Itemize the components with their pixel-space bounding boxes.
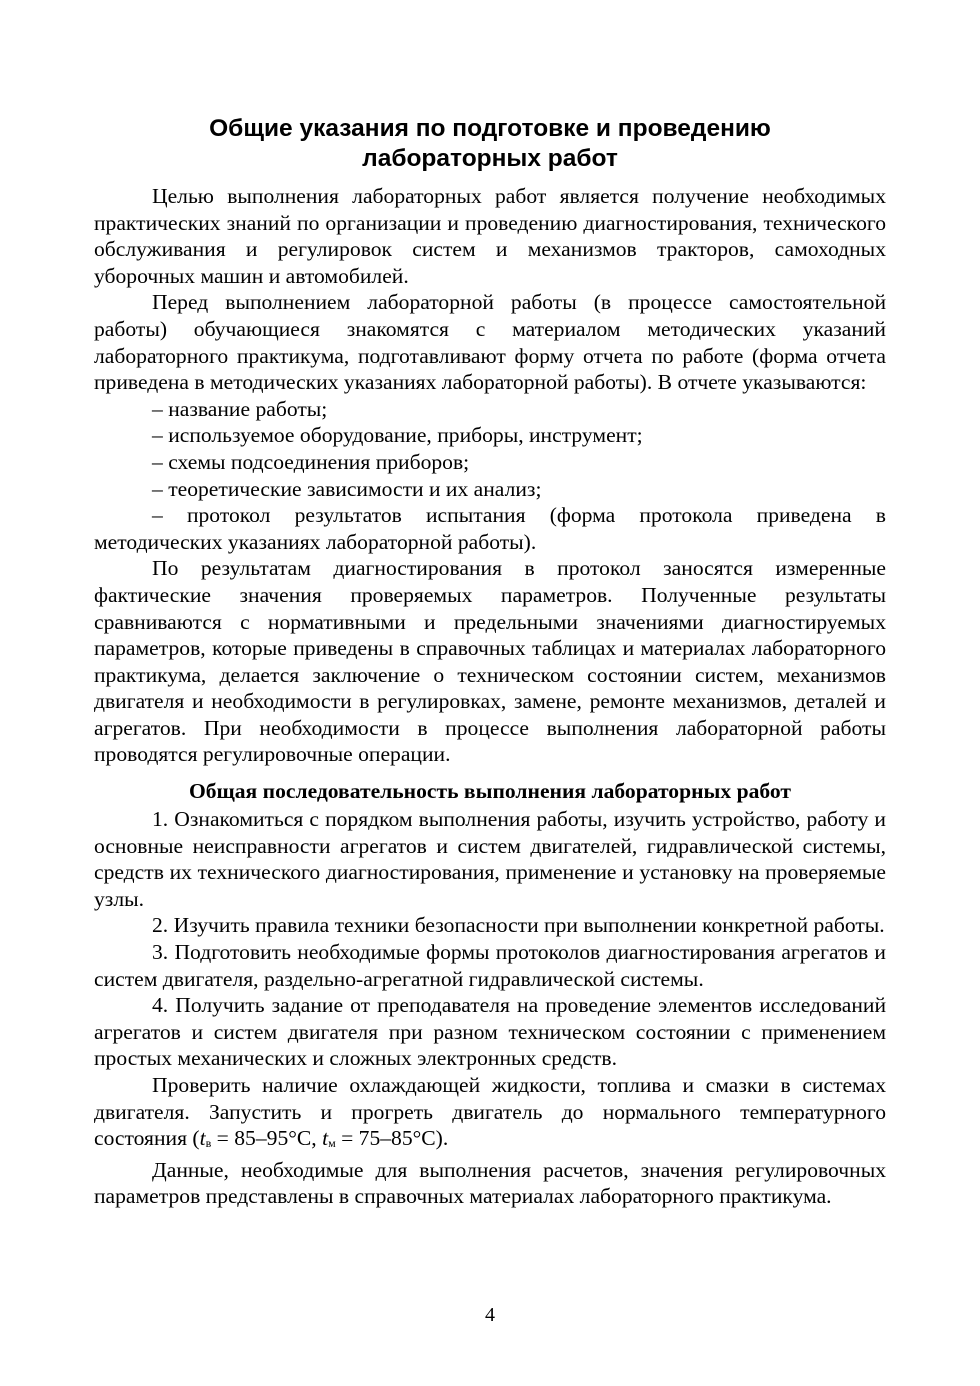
- temp-subscript-m: м: [328, 1136, 336, 1151]
- page-number: 4: [485, 1304, 495, 1326]
- list-item: – используемое оборудование, приборы, инструмент;: [152, 423, 643, 448]
- temp-subscript-v: в: [205, 1136, 212, 1151]
- document-body: [94, 183, 886, 1210]
- list-item: – теоретические зависимости и их анализ;: [152, 476, 542, 501]
- section-heading: Общая последовательность выполнения лабораторных работ: [188, 779, 792, 804]
- list-item: – протокол результатов испытания (форма протокола приведена в методических указаниях лабораторной работы).: [94, 503, 886, 554]
- temp-range-v: = 85–95°C,: [211, 1126, 323, 1151]
- page-title: [94, 114, 886, 174]
- check-text: Проверить наличие охлаждающей жидкости, топлива и смазки в системах двигателя. Запустить и прогреть двигатель до нормального температурного состояния (: [94, 1073, 886, 1151]
- paragraph-purpose: Целью выполнения лабораторных работ является получение необходимых практических знаний по организации и проведению диагностирования, технического обслуживания и регулировок систем и механизмов тракторов, самоходных уборочных машин и автомобилей.: [94, 184, 886, 288]
- temp-range-m: = 75–85°C).: [335, 1126, 449, 1151]
- paragraph-check: [94, 1072, 886, 1157]
- temp-symbol: t: [199, 1126, 206, 1151]
- step-item: 2. Изучить правила техники безопасности при выполнении конкретной работы.: [152, 913, 885, 938]
- list-item: – схемы подсоединения приборов;: [152, 449, 470, 474]
- paragraph-final: Данные, необходимые для выполнения расчетов, значения регулировочных параметров представлены в справочных материалах лабораторного практикума.: [94, 1157, 886, 1209]
- step-item: 1. Ознакомиться с порядком выполнения работы, изучить устройство, работу и основные неисправности агрегатов и систем двигателей, гидравлической системы, средств их технического диагностирования, применение и установку на проверяемые узлы.: [94, 807, 886, 911]
- temp-symbol: t: [322, 1126, 329, 1151]
- page-title-line-2: лабораторных работ: [362, 145, 618, 172]
- step-item: 3. Подготовить необходимые формы протоколов диагностирования агрегатов и систем двигателя, раздельно-агрегатной гидравлической системы.: [94, 940, 886, 991]
- paragraph-preparation: Перед выполнением лабораторной работы (в процессе самостоятельной работы) обучающиеся знакомятся с материалом методических указаний лабораторного практикума, подготавливают форму отчета по работе (форма отчета приведена в методических указаниях лабораторной работы). В отчете указываются:: [94, 290, 886, 395]
- list-item: – название работы;: [152, 396, 328, 421]
- page-title-line-1: Общие указания по подготовке и проведению: [209, 115, 771, 142]
- step-item: 4. Получить задание от преподавателя на проведение элементов исследований агрегатов и систем двигателя при разном техническом состоянии с применением простых механических и сложных электронных средств.: [94, 993, 886, 1071]
- paragraph-results: По результатам диагностирования в протокол заносятся измеренные фактические значения проверяемых параметров. Полученные результаты сравниваются с нормативными и предельными значениями диагностируемых параметров, которые приведены в справочных таблицах и материалах лабораторного практикума, делается заключение о техническом состоянии систем, механизмов двигателя и необходимости в регулировках, замене, ремонте механизмов, деталей и агрегатов. При необходимости в процессе выполнения лабораторной работы проводятся регулировочные операции.: [94, 556, 886, 767]
